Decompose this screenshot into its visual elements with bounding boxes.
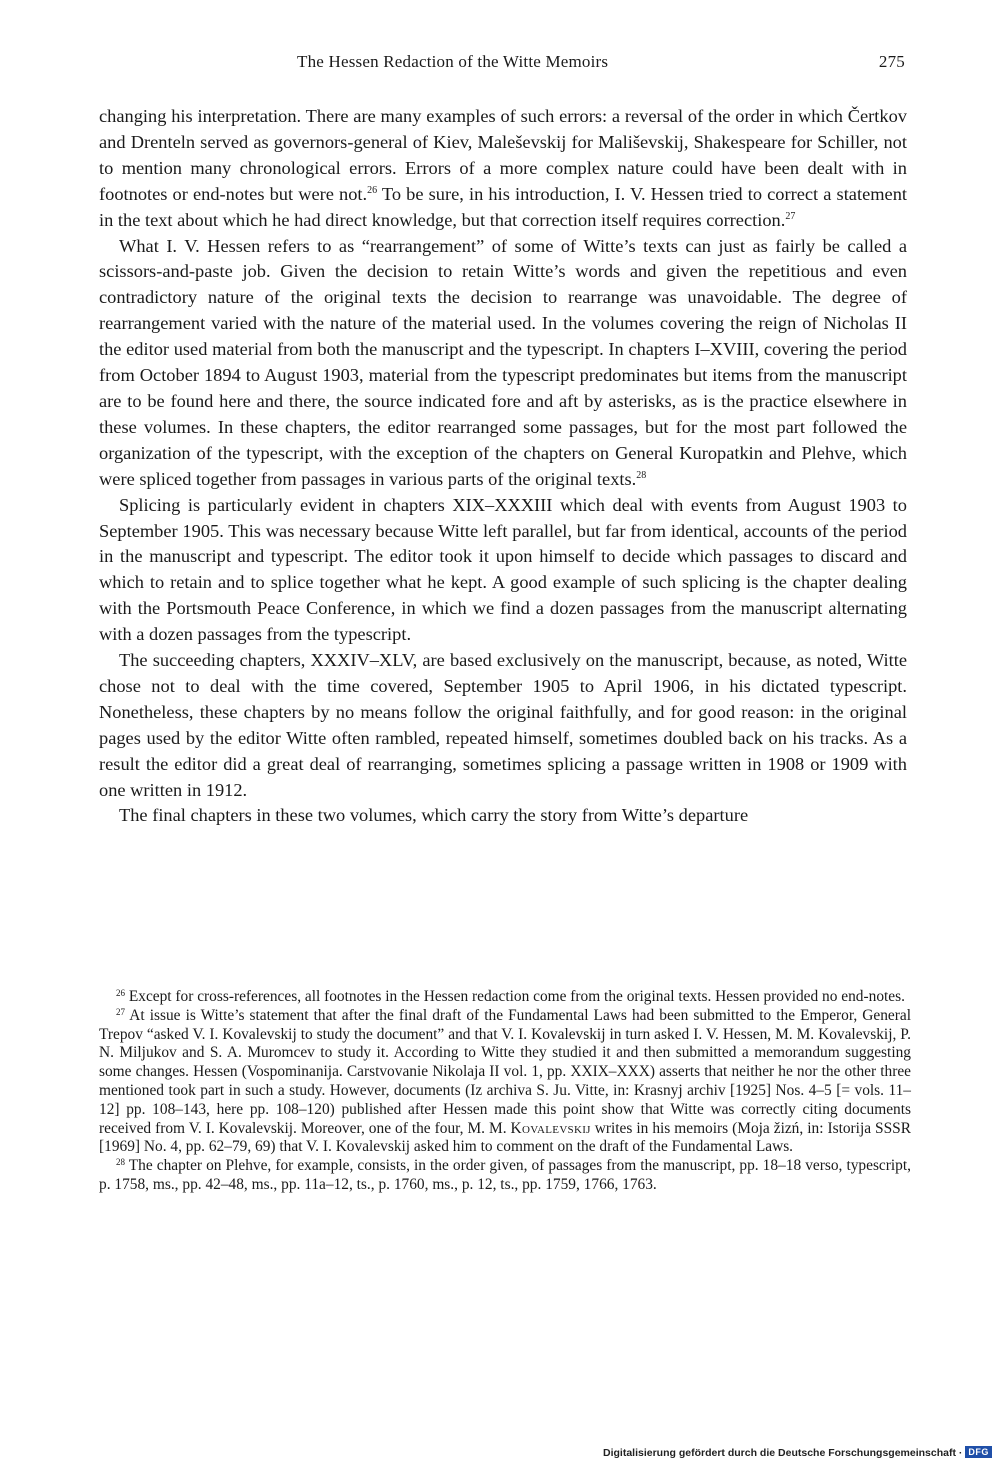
footnote-28 bbox=[99, 1157, 911, 1195]
running-head-title: The Hessen Redaction of the Witte Memoirs bbox=[297, 52, 609, 71]
paragraph-2-text: What I. V. Hessen refers to as “rearrangement” of some of Witte’s texts can just as fairly be called a scissors-and-paste job. Given the decision to retain Witte’s words and given the repetitious and even contradictory nature of the original texts the decision to rearrange was unavoidable. The degree of rearrangement varied with the nature of the material used. In the volumes covering the reign of Nicholas II the editor used material from both the manuscript and the typescript. In chapters I–XVIII, covering the period from October 1894 to August 1903, material from the typescript predominates but items from the manuscript are to be found here and there, the source indicated fore and aft by asterisks, as is the practice elsewhere in these volumes. In these chapters, the editor rearranged some passages, but for the most part followed the organization of the typescript, with the exception of the chapters on General Kuropatkin and Plehve, which were spliced together from passages in various parts of the original texts. bbox=[99, 235, 907, 489]
footnote-number: 27 bbox=[116, 1006, 125, 1017]
paragraph-1 bbox=[99, 104, 907, 234]
footnote-text-a: At issue is Witte’s statement that after the final draft of the Fundamental Laws had been submitted to the Emperor, General Trepov “asked V. I. Kovalevskij to study the document” and that V. I. Kovalevskij in turn asked I. V. Hessen, M. M. Kovalevskij, P. N. Miljukov and S. A. Muromcev to study it. According to Witte they studied it and then submitted a memorandum suggesting some changes. Hessen (Vospominanija. Carstvovanie Nikolaja II vol. 1, pp. XXIX–XXX) asserts that neither he nor the other three mentioned took part in such a study. However, documents (Iz archiva S. Ju. Vitte, in: Krasnyj archiv [1925] Nos. 4–5 [= vols. 11–12] pp. 108–143, here pp. 108–120) published after Hessen made this point show that Witte was correctly citing documents received from V. I. Kovalevskij. Moreover, one of the four, M. M. bbox=[99, 1006, 911, 1137]
body-text bbox=[99, 104, 907, 829]
paragraph-1-text-b: To be sure, in his introduction, I. V. Hessen tried to correct a statement in the text about which he had direct knowledge, but that correction itself requires correction. bbox=[99, 183, 908, 230]
small-caps-name: Kovalevskij bbox=[510, 1119, 591, 1137]
footnote-text-b: writes in his memoirs (Moja žizń, in: Istorija SSSR [1969] No. 4, pp. 62–79, 69) that V. I. Kovalevskij asked him to comment on the draft of the Fundamental Laws. bbox=[99, 1119, 911, 1156]
footnote-ref-26: 26 bbox=[367, 184, 378, 196]
digitization-credit bbox=[603, 1446, 992, 1459]
credit-text: Digitalisierung gefördert durch die Deutsche Forschungsgemeinschaft · bbox=[603, 1447, 963, 1459]
footnotes bbox=[99, 988, 911, 1195]
footnote-26 bbox=[99, 988, 911, 1007]
footnote-27 bbox=[99, 1007, 911, 1157]
footnote-ref-28: 28 bbox=[636, 469, 647, 481]
dfg-logo: DFG bbox=[965, 1446, 992, 1458]
running-head bbox=[0, 52, 1000, 76]
paragraph-3: Splicing is particularly evident in chapters XIX–XXXIII which deal with events from August 1903 to September 1905. This was necessary because Witte left parallel, but far from identical, accounts of the period in the manuscript and typescript. The editor took it upon himself to decide which passages to discard and which to retain and to splice together what he kept. A good example of such splicing is the chapter dealing with the Portsmouth Peace Conference, in which we find a dozen passages from the manuscript alternating with a dozen passages from the typescript. bbox=[99, 494, 907, 645]
footnote-ref-27: 27 bbox=[785, 210, 796, 222]
paragraph-2 bbox=[99, 234, 907, 493]
paragraph-1-text-a: changing his interpretation. There are many examples of such errors: a reversal of the order in which Čertkov and Drenteln served as governors-general of Kiev, Maleševskij for Mališevskij, Shakespeare for Schiller, not to mention many chronological errors. Errors of a more complex nature could have been dealt with in footnotes or end-notes but were not. bbox=[99, 106, 907, 204]
paragraph-5: The final chapters in these two volumes, which carry the story from Witte’s departure bbox=[119, 805, 749, 826]
paragraph-4: The succeeding chapters, XXXIV–XLV, are based exclusively on the manuscript, because, as noted, Witte chose not to deal with the time covered, September 1905 to April 1906, in his dictated typescript. Nonetheless, these chapters by no means follow the original faithfully, and for good reason: in the original pages used by the editor Witte often rambled, repeated himself, sometimes doubled back on his tracks. As a result the editor did a great deal of rearranging, sometimes splicing a passage written in 1908 or 1909 with one written in 1912. bbox=[99, 650, 907, 800]
footnote-text: The chapter on Plehve, for example, consists, in the order given, of passages from the manuscript, pp. 18–18 verso, typescript, p. 1758, ms., pp. 42–48, ms., pp. 11a–12, ts., p. 1760, ms., p. 12, ts., pp. 1759, 1766, 1763. bbox=[99, 1157, 911, 1193]
footnote-number: 28 bbox=[116, 1157, 125, 1168]
page-number: 275 bbox=[878, 52, 905, 71]
footnote-text: Except for cross-references, all footnotes in the Hessen redaction come from the original texts. Hessen provided no end-notes. bbox=[125, 988, 905, 1005]
footnote-number: 26 bbox=[116, 988, 125, 998]
